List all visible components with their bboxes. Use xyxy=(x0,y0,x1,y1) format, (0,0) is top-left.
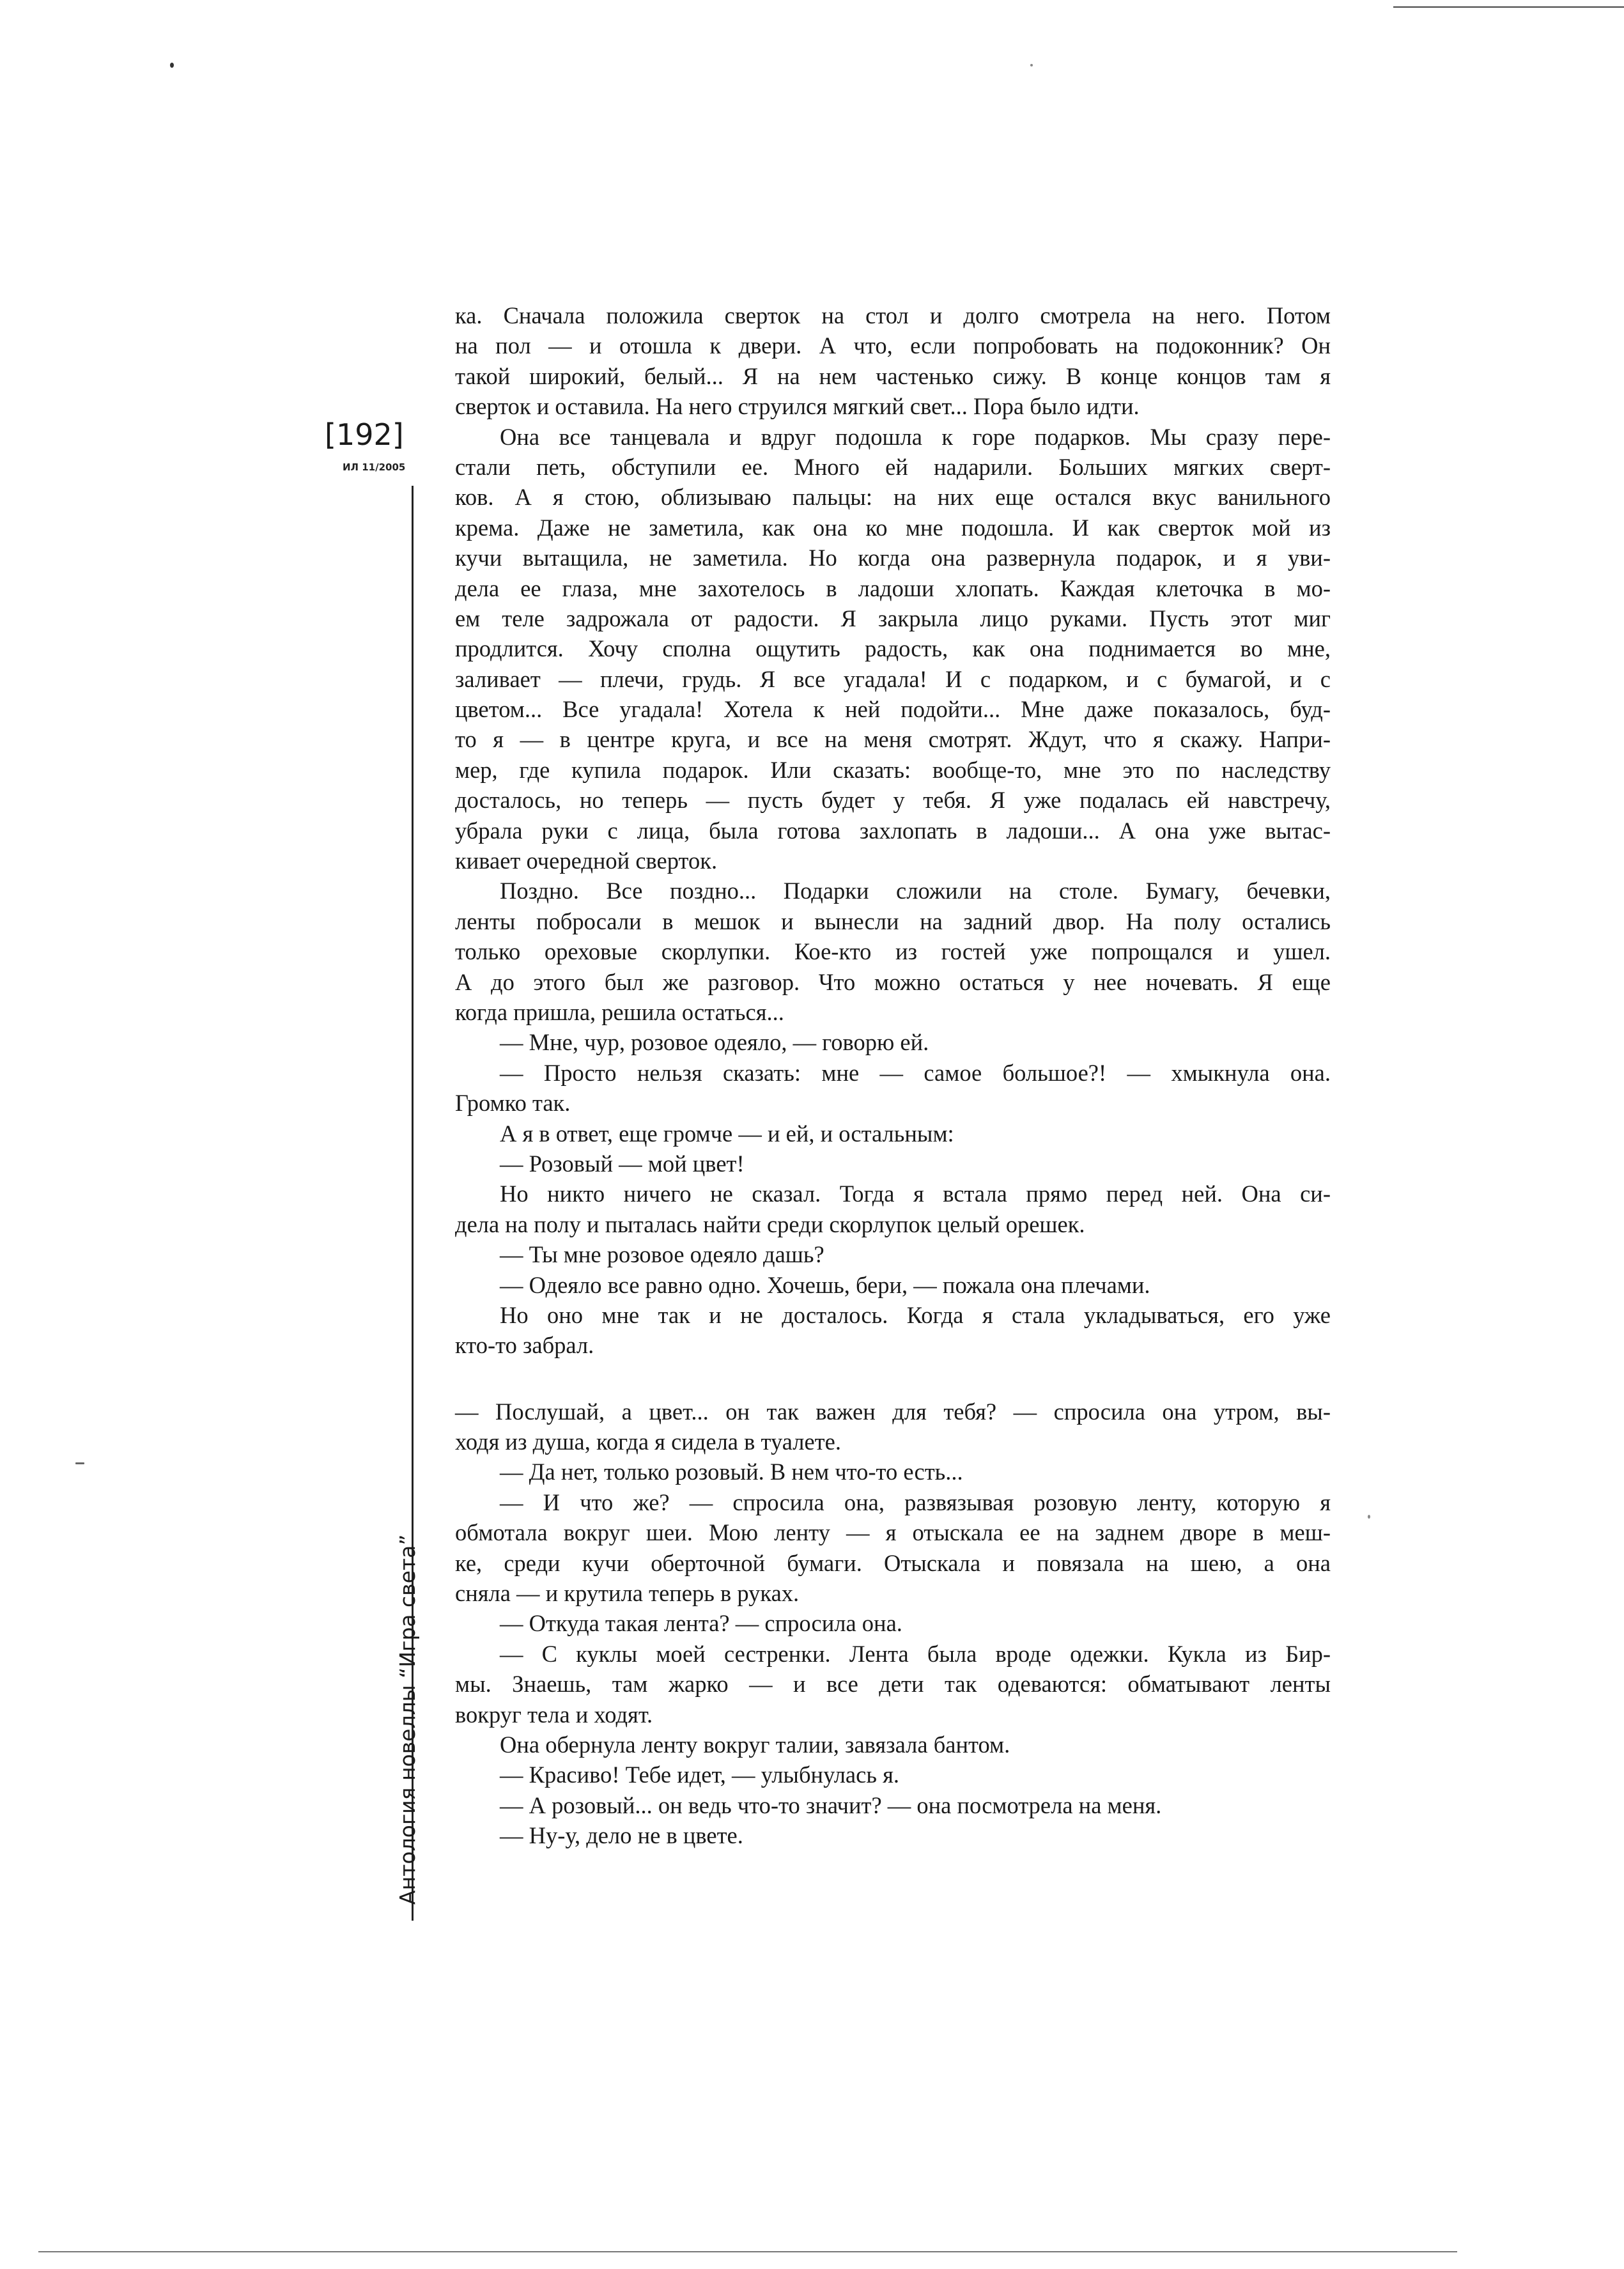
page-number: [192] xyxy=(325,417,404,452)
text-line: мер, где купила подарок. Или сказать: вообще-то, мне это по наследству xyxy=(455,756,1331,783)
text-line: крема. Даже не заметила, как она ко мне подошла. И как сверток мой из xyxy=(455,514,1331,541)
text-line: кучи вытащила, не заметила. Но когда она развернула подарок, и я уви- xyxy=(455,545,1331,571)
text-line: — Послушай, а цвет... он так важен для тебя? — спросила она утром, вы- xyxy=(455,1398,1331,1425)
text-line: — А розовый... он ведь что-то значит? — она посмотрела на меня. xyxy=(500,1792,1162,1818)
text-line: ходя из душа, когда я сидела в туалете. xyxy=(455,1429,841,1455)
text-line: когда пришла, решила остаться... xyxy=(455,998,784,1025)
text-line: Громко так. xyxy=(455,1090,571,1117)
text-line: ем теле задрожала от радости. Я закрыла лицо руками. Пусть этот миг xyxy=(455,605,1331,631)
text-line: ленты побросали в мешок и вынесли на задний двор. На полу остались xyxy=(455,908,1331,934)
text-line: цветом... Все угадала! Хотела к ней подойти... Мне даже показалось, буд- xyxy=(455,696,1331,723)
text-line: такой широкий, белый... Я на нем частенько сижу. В конце концов там я xyxy=(455,362,1331,389)
text-line: — Розовый — мой цвет! xyxy=(500,1150,745,1177)
scan-speck xyxy=(1368,1515,1370,1519)
text-line: — Ну-у, дело не в цвете. xyxy=(500,1822,743,1849)
issue-label: ИЛ 11/2005 xyxy=(343,461,406,473)
text-line: продлится. Хочу сполна ощутить радость, как она поднимается во мне, xyxy=(455,635,1331,662)
text-line: — Просто нельзя сказать: мне — самое большое?! — хмыкнула она. xyxy=(500,1059,1331,1086)
text-line: Она все танцевала и вдруг подошла к горе подарков. Мы сразу пере- xyxy=(500,423,1331,450)
scan-speck xyxy=(170,63,174,68)
text-line: ка. Сначала положила сверток на стол и долго смотрела на него. Потом xyxy=(455,302,1331,329)
text-line: Но оно мне так и не досталось. Когда я стала укладываться, его уже xyxy=(500,1301,1331,1328)
text-line: кивает очередной сверток. xyxy=(455,848,718,874)
text-line: стали петь, обступили ее. Много ей надарили. Больших мягких сверт- xyxy=(455,453,1331,480)
text-line: — Ты мне розовое одеяло дашь? xyxy=(500,1241,824,1268)
text-line: только ореховые скорлупки. Кое-кто из гостей уже попрощался и ушел. xyxy=(455,938,1331,965)
text-line: А я в ответ, еще громче — и ей, и остальным: xyxy=(500,1120,954,1147)
scan-speck xyxy=(1030,64,1033,66)
text-line: — Да нет, только розовый. В нем что-то есть... xyxy=(500,1459,963,1485)
text-line: А до этого был же разговор. Что можно остаться у нее ночевать. Я еще xyxy=(455,968,1331,995)
bottom-edge-rule xyxy=(38,2251,1457,2252)
text-line: ке, среди кучи оберточной бумаги. Отыскала и повязала на шею, а она xyxy=(455,1549,1331,1576)
text-line: — Красиво! Тебе идет, — улыбнулась я. xyxy=(500,1762,900,1788)
text-line: кто-то забрал. xyxy=(455,1332,594,1359)
text-line: Она обернула ленту вокруг талии, завязала бантом. xyxy=(500,1731,1010,1758)
top-edge-rule xyxy=(1393,6,1624,8)
text-line: на пол — и отошла к двери. А что, если попробовать на подоконник? Он xyxy=(455,332,1331,359)
text-line: Но никто ничего не сказал. Тогда я встала прямо перед ней. Она си- xyxy=(500,1181,1331,1207)
text-line: обмотала вокруг шеи. Мою ленту — я отыскала ее на заднем дворе в меш- xyxy=(455,1519,1331,1546)
section-break xyxy=(455,1361,1331,1397)
text-line: ков. А я стою, облизываю пальцы: на них еще остался вкус ванильного xyxy=(455,484,1331,511)
scan-speck xyxy=(75,1462,84,1464)
text-line: Поздно. Все поздно... Подарки сложили на столе. Бумагу, бечевки, xyxy=(500,878,1331,904)
text-line: сверток и оставила. На него струился мягкий свет... Пора было идти. xyxy=(455,393,1140,420)
text-line: — С куклы моей сестренки. Лента была вроде одежки. Кукла из Бир- xyxy=(500,1640,1331,1667)
text-line: убрала руки с лица, была готова захлопать в ладоши... А она уже вытас- xyxy=(455,817,1331,844)
text-line: дела на полу и пыталась найти среди скорлупок целый орешек. xyxy=(455,1211,1085,1237)
text-line: сняла — и крутила теперь в руках. xyxy=(455,1580,800,1607)
text-line: то я — в центре круга, и все на меня смотрят. Ждут, что я скажу. Напри- xyxy=(455,726,1331,753)
text-line: — Откуда такая лента? — спросила она. xyxy=(500,1610,902,1637)
text-line: мы. Знаешь, там жарко — и все дети так одеваются: обматывают ленты xyxy=(455,1671,1331,1698)
text-line: — Одеяло все равно одно. Хочешь, бери, — пожала она плечами. xyxy=(500,1271,1150,1298)
text-line: дела ее глаза, мне захотелось в ладоши хлопать. Каждая клеточка в мо- xyxy=(455,575,1331,601)
text-line: досталось, но теперь — пусть будет у тебя. Я уже подалась ей навстречу, xyxy=(455,787,1331,814)
text-line: вокруг тела и ходят. xyxy=(455,1701,653,1728)
text-line: заливает — плечи, грудь. Я все угадала! И с подарком, и с бумагой, и с xyxy=(455,665,1331,692)
running-head: Антология новеллы “Игра света” xyxy=(395,1534,420,1905)
body-text xyxy=(455,300,1331,1851)
text-line: — И что же? — спросила она, развязывая розовую ленту, которую я xyxy=(500,1489,1331,1515)
text-line: — Мне, чур, розовое одеяло, — говорю ей. xyxy=(500,1029,929,1056)
